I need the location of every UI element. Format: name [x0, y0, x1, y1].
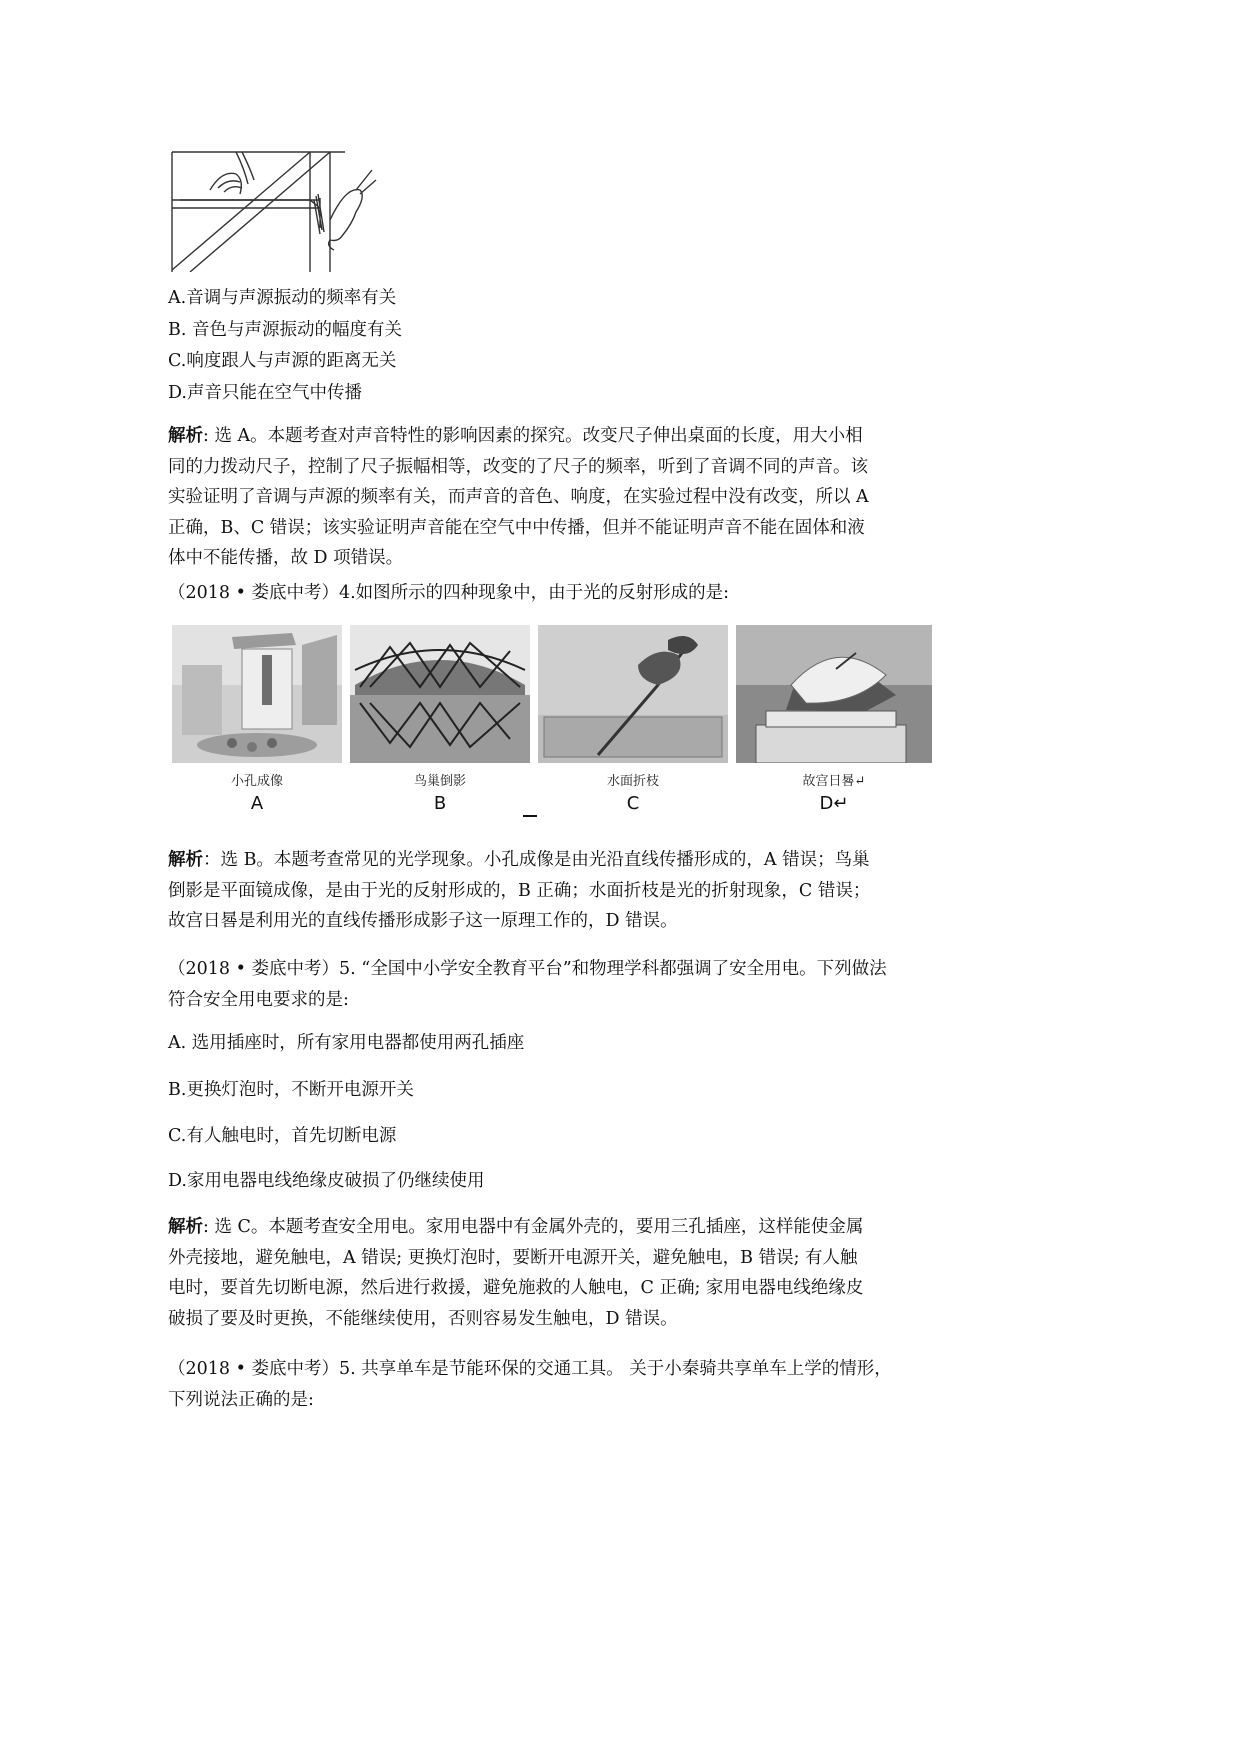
stem-line: 符合安全用电要求的是: [168, 989, 349, 1010]
analysis-line: 破损了要及时更换，不能继续使用，否则容易发生触电，D 错误。 [168, 1308, 678, 1329]
figure-b-caption: 鸟巢倒影 [413, 774, 466, 789]
analysis-line: : 选 A。本题考查对声音特性的影响因素的探究。改变尺子伸出桌面的长度，用大小相 [203, 426, 863, 446]
sundial-photo [736, 625, 932, 763]
analysis-line: 实验证明了音调与声源的频率有关，而声音的音色、响度，在实验过程中没有改变，所以 A [168, 487, 869, 507]
q3-option-a: A.音调与声源振动的频率有关 [168, 288, 397, 308]
underline-mark [523, 815, 537, 817]
q5a-option-c: C.有人触电时，首先切断电源 [168, 1126, 397, 1146]
q5b-stem [168, 1354, 948, 1415]
ruler-experiment-illustration [170, 150, 380, 272]
analysis-line: 外壳接地，避免触电，A 错误; 更换灯泡时，要断开电源开关，避免触电，B 错误; 有人触 [168, 1247, 858, 1268]
analysis-line: 故宫日晷是利用光的直线传播形成影子这一原理工作的，D 错误。 [168, 911, 678, 931]
figure-a-caption: 小孔成像 [230, 774, 283, 789]
figure-c-caption: 水面折枝 [606, 774, 659, 789]
analysis-label: 解析 [168, 426, 203, 446]
analysis-label: 解析 [168, 1217, 203, 1237]
q5a-stem [168, 954, 948, 1015]
analysis-line: ：选 B。本题考查常见的光学现象。小孔成像是由光沿直线传播形成的，A 错误；鸟巢 [203, 850, 870, 870]
stem-line: （2018 • 娄底中考）5. “全国中小学安全教育平台”和物理学科都强调了安全用电。下列做法 [168, 959, 887, 979]
figure-a-letter: A [250, 793, 264, 814]
stem-line: （2018 • 娄底中考）5. 共享单车是节能环保的交通工具。 关于小秦骑共享单车上学的情形， [168, 1359, 892, 1379]
analysis-line: 体中不能传播，故 D 项错误。 [168, 548, 404, 568]
q3-options [168, 283, 928, 409]
q3-option-c: C.响度跟人与声源的距离无关 [168, 351, 397, 371]
q3-option-b: B. 音色与声源振动的幅度有关 [168, 319, 402, 340]
q3-analysis [168, 421, 948, 574]
q4-stem: （2018 • 娄底中考）4.如图所示的四种现象中，由于光的反射形成的是: [168, 583, 730, 603]
q5a-option-d: D.家用电器电线绝缘皮破损了仍继续使用 [168, 1171, 485, 1191]
analysis-line: 正确，B、C 错误；该实验证明声音能在空气中中传播，但并不能证明声音不能在固体和液 [168, 517, 865, 538]
figure-b-letter: B [433, 793, 447, 814]
analysis-label: 解析 [168, 850, 203, 870]
birds-nest-reflection-photo [350, 625, 530, 763]
figure-c-letter: C [626, 793, 640, 814]
figure-d-letter: D↵ [819, 793, 849, 814]
pinhole-image-photo [172, 625, 342, 763]
stem-line: 下列说法正确的是: [168, 1389, 314, 1410]
bent-stick-water-photo [538, 625, 728, 763]
analysis-line: 电时，要首先切断电源，然后进行救援，避免施救的人触电，C 正确; 家用电器电线绝缘皮 [168, 1278, 864, 1298]
q5a-option-b: B.更换灯泡时，不断开电源开关 [168, 1080, 414, 1100]
analysis-line: 倒影是平面镜成像，是由于光的反射形成的，B 正确；水面折枝是光的折射现象，C 错误； [168, 880, 871, 901]
q5a-option-a: A. 选用插座时，所有家用电器都使用两孔插座 [168, 1033, 525, 1053]
q3-option-d: D.声音只能在空气中传播 [168, 382, 362, 403]
q4-analysis [168, 845, 948, 937]
q5a-analysis [168, 1212, 948, 1334]
figure-d-caption: 故宫日晷↵ [802, 774, 866, 789]
q4-figure-row [172, 625, 942, 825]
analysis-line: : 选 C。本题考查安全用电。家用电器中有金属外壳的，要用三孔插座，这样能使金属 [203, 1217, 864, 1237]
analysis-line: 同的力拨动尺子，控制了尺子振幅相等，改变的了尺子的频率，听到了音调不同的声音。该 [168, 456, 868, 477]
